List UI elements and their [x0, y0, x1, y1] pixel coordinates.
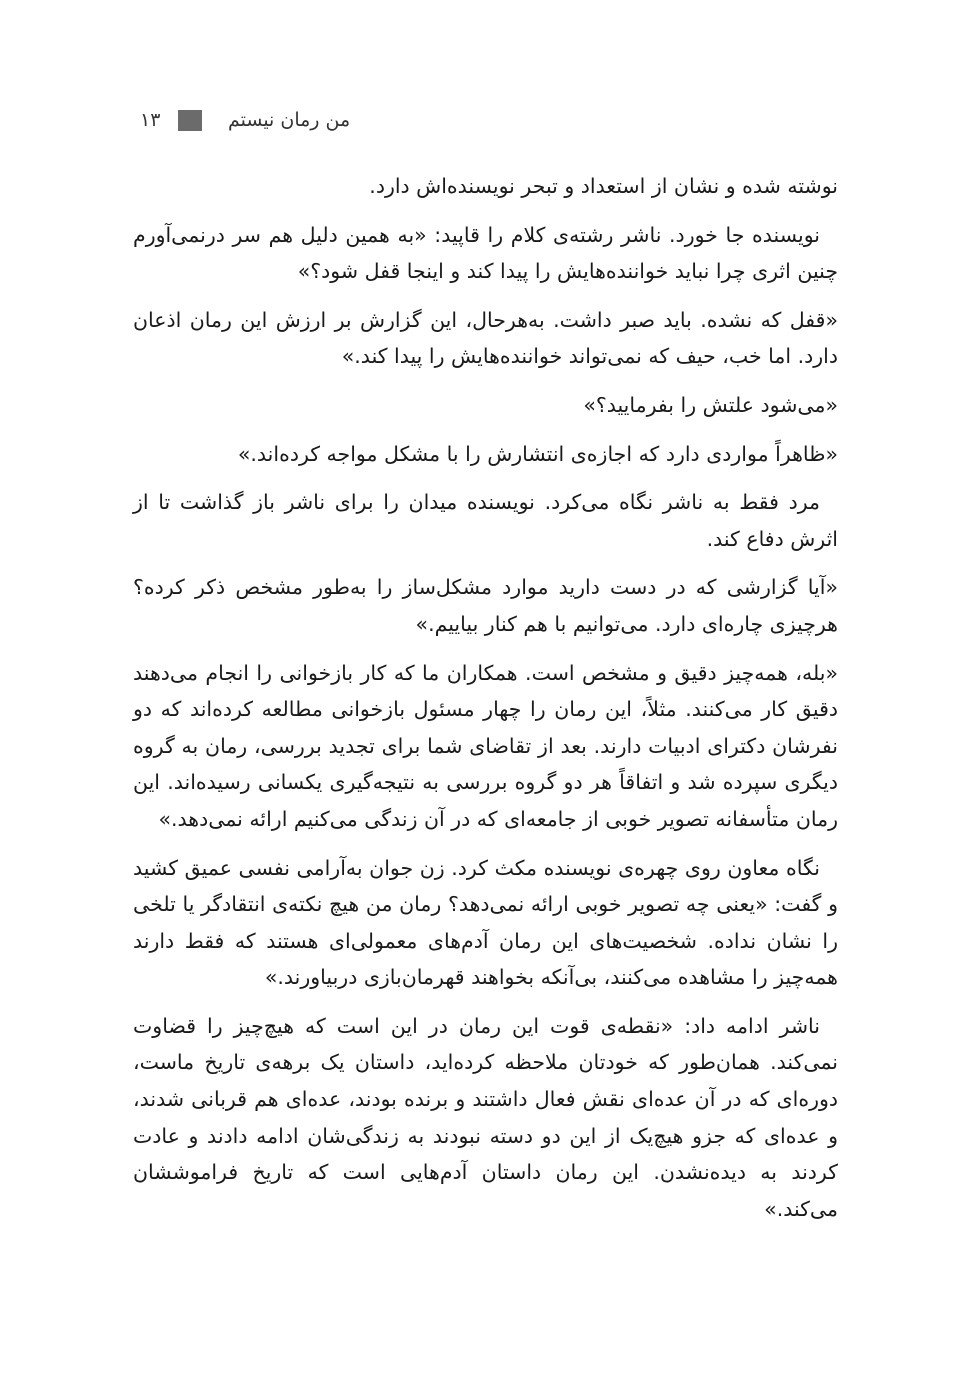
paragraph: مرد فقط به ناشر نگاه می‌کرد. نویسنده میدان را برای ناشر باز گذاشت تا از اثرش دفاع کند.	[133, 490, 838, 551]
paragraph: «می‌شود علتش را بفرمایید؟»	[583, 392, 838, 417]
running-title: من رمان نیستم	[228, 109, 351, 131]
paragraph: «آیا گزارشی که در دست دارید موارد مشکل‌ساز را به‌طور مشخص ذکر کرده؟ هرچیزی چاره‌ای دارد. می‌توانیم با هم کنار بیاییم.»	[133, 575, 838, 636]
paragraph: «ظاهراً مواردی دارد که اجازه‌ی انتشارش را با مشکل مواجه کرده‌اند.»	[237, 441, 838, 466]
paragraph: «بله، همه‌چیز دقیق و مشخص است. همکاران ما که کار بازخوانی را انجام می‌دهند دقیق کار می‌کنند. مثلاً، این رمان را چهار مسئول بازخوانی مطالعه کرده‌اند که دو نفرشان دکترای ادبیات دارند. بعد از تقاضای شما برای تجدید بررسی، رمان به گروه دیگری سپرده شد و اتفاقاً هر دو گروه بررسی به نتیجه‌گیری یکسانی رسیده‌اند. این رمان متأسفانه تصویر خوبی از جامعه‌ای که در آن زندگی می‌کنیم ارائه نمی‌دهد.»	[133, 660, 838, 831]
page-header	[140, 104, 350, 136]
body-text	[133, 168, 838, 1239]
paragraph: نگاه معاون روی چهره‌ی نویسنده مکث کرد. زن جوان به‌آرامی نفسی عمیق کشید و گفت: «یعنی چه تصویر خوبی ارائه نمی‌دهد؟ رمان من هیچ نکته‌ی انتقادگر یا تلخی را نشان نداده. شخصیت‌های این رمان آدم‌های معمولی‌ای هستند که فقط دارند همه‌چیز را مشاهده می‌کنند، بی‌آنکه بخواهند قهرمان‌بازی دربیاورند.»	[133, 855, 838, 990]
header-square-ornament	[178, 110, 202, 131]
paragraph: نوشته شده و نشان از استعداد و تبحر نویسنده‌اش دارد.	[369, 174, 838, 198]
paragraph: «قفل که نشده. باید صبر داشت. به‌هرحال، این گزارش بر ارزش این رمان اذعان دارد. اما خب، حیف که نمی‌تواند خواننده‌هایش را پیدا کند.»	[133, 307, 838, 369]
paragraph: ناشر ادامه داد: «نقطه‌ی قوت این رمان در این است که هیچ‌چیز را قضاوت نمی‌کند. همان‌طور که خودتان ملاحظه کرده‌اید، داستان یک برهه‌ی تاریخ ماست، دوره‌ای که در آن عده‌ای نقش فعال داشتند و برنده بودند، عده‌ای هم قربانی شدند، و عده‌ای که جزو هیچ‌یک از این دو دسته نبودند به زندگی‌شان ادامه دادند و عادت کردند به دیده‌نشدن. این رمان داستان آدم‌هایی است که تاریخ فراموششان می‌کند.»	[133, 1013, 838, 1221]
paragraph: نویسنده جا خورد. ناشر رشته‌ی کلام را قاپید: «به همین دلیل هم سر درنمی‌آورم چنین اثری چرا نباید خواننده‌هایش را پیدا کند و اینجا قفل شود؟»	[133, 222, 838, 284]
page-number: ۱۳	[140, 109, 161, 131]
